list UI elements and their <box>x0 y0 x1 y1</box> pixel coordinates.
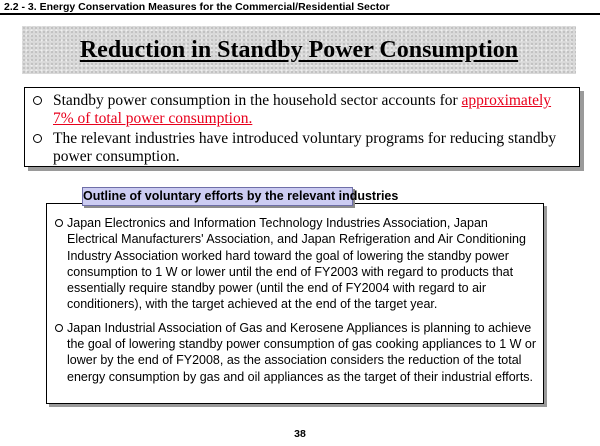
summary-bullet <box>33 92 573 128</box>
hollow-circle-bullet-icon <box>55 324 63 332</box>
outline-heading-tab: Outline of voluntary efforts by the relevant industries <box>82 187 353 206</box>
summary-bullet-text: Standby power consumption in the household sector accounts for <box>53 92 462 109</box>
highlighted-statistic: approximately 7% of total power consumption. <box>53 92 552 127</box>
outline-item <box>55 320 537 385</box>
hollow-circle-bullet-icon <box>55 219 63 227</box>
hollow-circle-bullet-icon <box>33 134 42 143</box>
page-title: Reduction in Standby Power Consumption <box>79 36 519 63</box>
summary-bullet <box>33 130 573 166</box>
page-number: 38 <box>294 428 306 440</box>
outline-item-text: Japan Electronics and Information Technology Industries Association, Japan Electrical Manufacturers' Association, and Japan Refrigeration and Air Conditioning Industry Association worked hard toward the goal of lowering the standby power consumption to 1 W or lower until the end of FY2003 with regard to products that essentially require standby power (until the end of FY2004 with regard to air conditioners), with the target achieved at the end of the target year. <box>67 216 526 312</box>
outline-box <box>46 203 544 404</box>
outline-item <box>55 215 537 313</box>
outline-item-text: Japan Industrial Association of Gas and Kerosene Appliances is planning to achieve the goal of lowering standby power consumption of gas cooking appliances to 1 W or lower by the end of FY2008, as the association considers the reduction of the total energy consumption by gas and oil appliances as the target of their industrial efforts. <box>67 320 537 384</box>
hollow-circle-bullet-icon <box>33 96 42 105</box>
summary-bullet-text: The relevant industries have introduced voluntary programs for reducing standby power consumption. <box>53 130 557 165</box>
section-header: 2.2 - 3. Energy Conservation Measures for the Commercial/Residential Sector <box>4 1 390 13</box>
header-rule <box>0 13 600 15</box>
summary-box <box>24 87 580 167</box>
title-band <box>22 26 576 74</box>
